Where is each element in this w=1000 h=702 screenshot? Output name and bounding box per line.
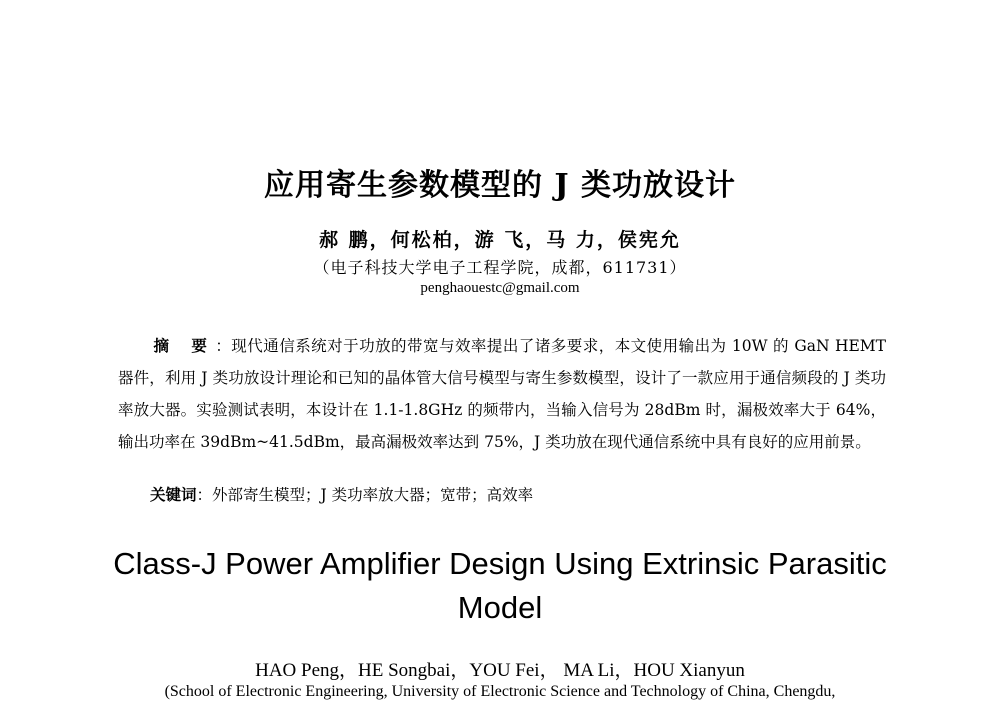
english-authors: HAO Peng，HE Songbai，YOU Fei， MA Li，HOU Xianyun	[255, 660, 745, 681]
abstract-label: 摘 要	[153, 336, 216, 355]
abstract-text: ：现代通信系统对于功放的带宽与效率提出了诸多要求，本文使用输出为 10W 的 GaN HEMT 器件，利用 J 类功放设计理论和已知的晶体管大信号模型与寄生参数模型，设计了一款应用于通信频段的 J 类功率放大器。实验测试表明，本设计在 1.1-1.8GHz 的频带内，当输入信号为 28dBm 时，漏极效率大于 64%，输出功率在 39dBm~41.5dBm，最高漏极效率达到 75%，J 类功放在现代通信系统中具有良好的应用前景。	[118, 337, 887, 451]
english-affiliation: (School of Electronic Engineering, University of Electronic Science and Technology of China, Chengdu,	[164, 683, 836, 700]
chinese-title: 应用寄生参数模型的 J 类功放设计	[263, 168, 737, 203]
keywords-label: 关键词	[150, 485, 197, 504]
chinese-keywords	[150, 480, 533, 510]
author-email: penghaouestc@gmail.com	[420, 280, 580, 296]
keywords-text: ：外部寄生模型；J 类功率放大器；宽带；高效率	[196, 486, 534, 504]
english-title: Class-J Power Amplifier Design Using Extrinsic Parasitic Model	[113, 546, 887, 625]
chinese-affiliation: （电子科技大学电子工程学院，成都，611731）	[313, 258, 687, 277]
chinese-authors: 郝 鹏，何松柏，游 飞，马 力，侯宪允	[319, 229, 681, 251]
chinese-abstract	[118, 330, 886, 458]
